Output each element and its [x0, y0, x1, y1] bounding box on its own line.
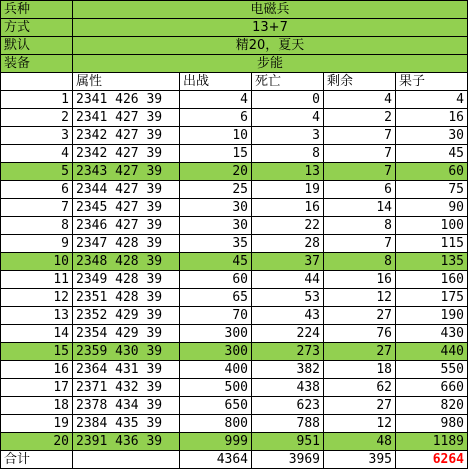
row-rem[interactable]: 18 — [324, 361, 396, 379]
row-out[interactable]: 10 — [180, 127, 252, 145]
header-label[interactable]: 方式 — [1, 19, 73, 37]
row-attr[interactable]: 2345 427 39 — [73, 199, 180, 217]
row-rem[interactable]: 8 — [324, 217, 396, 235]
row-rem[interactable]: 7 — [324, 127, 396, 145]
header-value[interactable]: 精20，夏天 — [73, 37, 468, 55]
row-attr[interactable]: 2352 429 39 — [73, 307, 180, 325]
row-index[interactable]: 7 — [1, 199, 73, 217]
totals-die[interactable]: 3969 — [252, 451, 324, 469]
table-row — [1, 199, 468, 217]
row-index[interactable]: 19 — [1, 415, 73, 433]
row-fruit[interactable]: 430 — [396, 325, 468, 343]
row-attr[interactable]: 2341 427 39 — [73, 109, 180, 127]
row-attr[interactable]: 2341 426 39 — [73, 91, 180, 109]
row-rem[interactable]: 27 — [324, 397, 396, 415]
row-index[interactable]: 3 — [1, 127, 73, 145]
row-rem[interactable]: 12 — [324, 415, 396, 433]
row-fruit[interactable]: 45 — [396, 145, 468, 163]
row-index[interactable]: 20 — [1, 433, 73, 451]
table-row — [1, 379, 468, 397]
row-out[interactable]: 20 — [180, 163, 252, 181]
row-die[interactable]: 16 — [252, 199, 324, 217]
totals-fruit[interactable]: 6264 — [396, 451, 468, 469]
row-fruit[interactable]: 160 — [396, 271, 468, 289]
row-attr[interactable]: 2364 431 39 — [73, 361, 180, 379]
row-index[interactable]: 16 — [1, 361, 73, 379]
row-fruit[interactable]: 30 — [396, 127, 468, 145]
row-fruit[interactable]: 135 — [396, 253, 468, 271]
row-index[interactable]: 10 — [1, 253, 73, 271]
row-rem[interactable]: 76 — [324, 325, 396, 343]
row-attr[interactable]: 2348 428 39 — [73, 253, 180, 271]
table-row — [1, 145, 468, 163]
header-label[interactable]: 默认 — [1, 37, 73, 55]
row-out[interactable]: 30 — [180, 217, 252, 235]
totals-out[interactable]: 4364 — [180, 451, 252, 469]
row-index[interactable]: 12 — [1, 289, 73, 307]
header-row-unit — [1, 1, 468, 19]
row-attr[interactable]: 2391 436 39 — [73, 433, 180, 451]
row-rem[interactable]: 2 — [324, 109, 396, 127]
row-index[interactable]: 14 — [1, 325, 73, 343]
header-row-default — [1, 37, 468, 55]
row-rem[interactable]: 27 — [324, 343, 396, 361]
row-rem[interactable]: 6 — [324, 181, 396, 199]
row-fruit[interactable]: 980 — [396, 415, 468, 433]
header-label[interactable]: 兵种 — [1, 1, 73, 19]
table-row — [1, 91, 468, 109]
row-die[interactable]: 382 — [252, 361, 324, 379]
row-die[interactable]: 19 — [252, 181, 324, 199]
row-fruit[interactable]: 75 — [396, 181, 468, 199]
header-value[interactable]: 步能 — [73, 55, 468, 73]
table-row — [1, 433, 468, 451]
table-row — [1, 217, 468, 235]
row-out[interactable]: 25 — [180, 181, 252, 199]
row-attr[interactable]: 2378 434 39 — [73, 397, 180, 415]
table-row — [1, 271, 468, 289]
row-out[interactable]: 300 — [180, 343, 252, 361]
row-fruit[interactable]: 115 — [396, 235, 468, 253]
row-die[interactable]: 273 — [252, 343, 324, 361]
column-header-die[interactable]: 死亡 — [252, 73, 324, 91]
row-fruit[interactable]: 100 — [396, 217, 468, 235]
totals-rem[interactable]: 395 — [324, 451, 396, 469]
row-out[interactable]: 60 — [180, 271, 252, 289]
table-row — [1, 289, 468, 307]
column-header-fruit[interactable]: 果子 — [396, 73, 468, 91]
row-die[interactable]: 28 — [252, 235, 324, 253]
row-rem[interactable]: 48 — [324, 433, 396, 451]
table-row — [1, 397, 468, 415]
row-index[interactable]: 4 — [1, 145, 73, 163]
table-row — [1, 181, 468, 199]
row-out[interactable]: 500 — [180, 379, 252, 397]
table-row — [1, 163, 468, 181]
row-out[interactable]: 30 — [180, 199, 252, 217]
row-attr[interactable]: 2354 429 39 — [73, 325, 180, 343]
row-out[interactable]: 650 — [180, 397, 252, 415]
sheet-body — [1, 1, 468, 469]
row-die[interactable]: 22 — [252, 217, 324, 235]
row-out[interactable]: 6 — [180, 109, 252, 127]
row-rem[interactable]: 8 — [324, 253, 396, 271]
table-row — [1, 343, 468, 361]
row-attr[interactable]: 2371 432 39 — [73, 379, 180, 397]
row-out[interactable]: 65 — [180, 289, 252, 307]
row-fruit[interactable]: 1189 — [396, 433, 468, 451]
row-die[interactable]: 438 — [252, 379, 324, 397]
row-die[interactable]: 3 — [252, 127, 324, 145]
row-out[interactable]: 400 — [180, 361, 252, 379]
row-attr[interactable]: 2347 428 39 — [73, 235, 180, 253]
row-die[interactable]: 43 — [252, 307, 324, 325]
totals-blank[interactable] — [73, 451, 180, 469]
row-attr[interactable]: 2349 428 39 — [73, 271, 180, 289]
row-attr[interactable]: 2344 427 39 — [73, 181, 180, 199]
row-index[interactable]: 13 — [1, 307, 73, 325]
row-rem[interactable]: 27 — [324, 307, 396, 325]
table-row — [1, 127, 468, 145]
column-header-attr[interactable]: 属性 — [73, 73, 180, 91]
row-attr[interactable]: 2343 427 39 — [73, 163, 180, 181]
row-rem[interactable]: 4 — [324, 91, 396, 109]
column-header-index[interactable] — [1, 73, 73, 91]
row-die[interactable]: 13 — [252, 163, 324, 181]
header-value[interactable]: 13+7 — [73, 19, 468, 37]
table-row — [1, 415, 468, 433]
row-fruit[interactable]: 440 — [396, 343, 468, 361]
row-die[interactable]: 0 — [252, 91, 324, 109]
row-out[interactable]: 15 — [180, 145, 252, 163]
table-row — [1, 307, 468, 325]
row-rem[interactable]: 7 — [324, 145, 396, 163]
row-die[interactable]: 4 — [252, 109, 324, 127]
row-fruit[interactable]: 190 — [396, 307, 468, 325]
row-out[interactable]: 300 — [180, 325, 252, 343]
table-row — [1, 325, 468, 343]
table-row — [1, 109, 468, 127]
row-out[interactable]: 70 — [180, 307, 252, 325]
row-attr[interactable]: 2351 428 39 — [73, 289, 180, 307]
row-rem[interactable]: 7 — [324, 235, 396, 253]
totals-row — [1, 451, 468, 469]
row-out[interactable]: 4 — [180, 91, 252, 109]
row-index[interactable]: 2 — [1, 109, 73, 127]
column-header-out[interactable]: 出战 — [180, 73, 252, 91]
row-die[interactable]: 44 — [252, 271, 324, 289]
row-out[interactable]: 800 — [180, 415, 252, 433]
row-index[interactable]: 9 — [1, 235, 73, 253]
row-attr[interactable]: 2342 427 39 — [73, 145, 180, 163]
row-index[interactable]: 8 — [1, 217, 73, 235]
row-fruit[interactable]: 550 — [396, 361, 468, 379]
row-die[interactable]: 951 — [252, 433, 324, 451]
row-index[interactable]: 11 — [1, 271, 73, 289]
row-index[interactable]: 6 — [1, 181, 73, 199]
header-value[interactable]: 电磁兵 — [73, 1, 468, 19]
row-rem[interactable]: 62 — [324, 379, 396, 397]
column-header-rem[interactable]: 剩余 — [324, 73, 396, 91]
header-label[interactable]: 装备 — [1, 55, 73, 73]
row-attr[interactable]: 2359 430 39 — [73, 343, 180, 361]
row-attr[interactable]: 2342 427 39 — [73, 127, 180, 145]
table-row — [1, 253, 468, 271]
row-index[interactable]: 1 — [1, 91, 73, 109]
row-fruit[interactable]: 4 — [396, 91, 468, 109]
table-row — [1, 235, 468, 253]
row-rem[interactable]: 16 — [324, 271, 396, 289]
row-die[interactable]: 37 — [252, 253, 324, 271]
header-row-equipment — [1, 55, 468, 73]
row-fruit[interactable]: 16 — [396, 109, 468, 127]
row-index[interactable]: 15 — [1, 343, 73, 361]
row-rem[interactable]: 14 — [324, 199, 396, 217]
row-index[interactable]: 17 — [1, 379, 73, 397]
row-attr[interactable]: 2384 435 39 — [73, 415, 180, 433]
row-fruit[interactable]: 660 — [396, 379, 468, 397]
row-index[interactable]: 5 — [1, 163, 73, 181]
row-die[interactable]: 623 — [252, 397, 324, 415]
row-die[interactable]: 788 — [252, 415, 324, 433]
row-fruit[interactable]: 90 — [396, 199, 468, 217]
row-die[interactable]: 8 — [252, 145, 324, 163]
table-row — [1, 361, 468, 379]
totals-label[interactable]: 合计 — [1, 451, 73, 469]
row-die[interactable]: 224 — [252, 325, 324, 343]
column-header-row — [1, 73, 468, 91]
row-out[interactable]: 999 — [180, 433, 252, 451]
row-rem[interactable]: 12 — [324, 289, 396, 307]
row-index[interactable]: 18 — [1, 397, 73, 415]
row-rem[interactable]: 7 — [324, 163, 396, 181]
header-row-method — [1, 19, 468, 37]
row-out[interactable]: 45 — [180, 253, 252, 271]
row-fruit[interactable]: 175 — [396, 289, 468, 307]
row-out[interactable]: 35 — [180, 235, 252, 253]
row-fruit[interactable]: 60 — [396, 163, 468, 181]
row-fruit[interactable]: 820 — [396, 397, 468, 415]
row-attr[interactable]: 2346 427 39 — [73, 217, 180, 235]
row-die[interactable]: 53 — [252, 289, 324, 307]
